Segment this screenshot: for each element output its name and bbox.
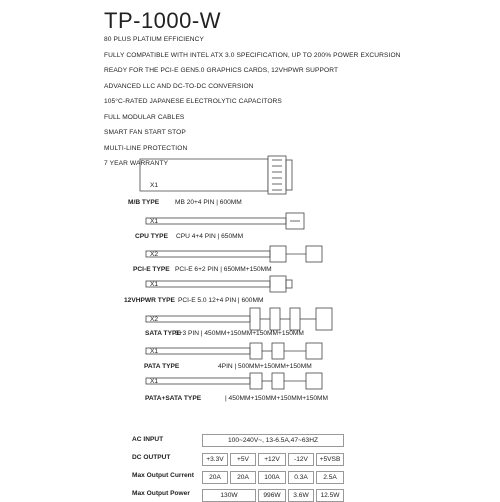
pata-cable-drawing <box>146 343 322 359</box>
spec-cell: 20A <box>230 471 256 484</box>
cable-type: PATA TYPE <box>144 363 180 370</box>
spec-cell: +12V <box>258 453 286 466</box>
sata-cable-drawing <box>146 308 332 330</box>
cpu-cable-drawing <box>146 213 304 229</box>
spec-label: Max Output Current <box>132 472 194 479</box>
cable-type: PCI-E TYPE <box>133 266 170 273</box>
cable-qty: X1 <box>150 182 159 189</box>
cable-spec: MB 20+4 PIN | 600MM <box>175 199 242 206</box>
feature-item: SMART FAN START STOP <box>104 129 186 136</box>
pata-sata-cable-drawing <box>146 373 322 389</box>
feature-item: MULTI-LINE PROTECTION <box>104 144 188 152</box>
feature-item: 7 YEAR WARRANTY <box>104 160 169 167</box>
spec-cell: 12.5W <box>316 489 344 502</box>
cable-qty: X1 <box>150 281 159 288</box>
cable-type: SATA TYPE <box>145 330 181 337</box>
spec-cell: +3.3V <box>202 453 228 466</box>
cable-qty: X1 <box>150 348 159 355</box>
product-title: TP-1000-W <box>104 8 221 33</box>
spec-label: DC OUTPUT <box>132 454 171 461</box>
spec-label: AC INPUT <box>132 436 164 443</box>
spec-cell: -12V <box>288 453 314 466</box>
spec-label: Max Output Power <box>132 490 190 497</box>
spec-cell: 100~240V~, 13-6.5A,47~63HZ <box>202 434 344 447</box>
spec-cell: 20A <box>202 471 228 484</box>
cable-spec: PCI-E 6+2 PIN | 650MM+150MM <box>175 266 272 273</box>
mb-cable-drawing <box>140 156 292 194</box>
cable-type: M/B TYPE <box>128 199 160 206</box>
cable-spec: CPU 4+4 PIN | 650MM <box>176 233 244 240</box>
cable-spec: PCI-E 5.0 12+4 PIN | 600MM <box>178 297 264 304</box>
cable-qty: X2 <box>150 316 159 323</box>
feature-item: ADVANCED LLC AND DC-TO-DC CONVERSION <box>104 82 254 90</box>
spec-cell: 130W <box>202 489 256 502</box>
cable-spec: 3+3 PIN | 450MM+150MM+150MM+150MM <box>175 330 304 337</box>
cable-spec: | 450MM+150MM+150MM+150MM <box>225 395 329 402</box>
spec-cell: 100A <box>258 471 286 484</box>
feature-item: 105°C-RATED JAPANESE ELECTROLYTIC CAPACITORS <box>104 98 282 105</box>
cable-type: PATA+SATA TYPE <box>145 395 202 402</box>
cable-diagram <box>0 150 500 425</box>
spec-cell: 3.6W <box>288 489 314 502</box>
spec-cell: 2.5A <box>316 471 344 484</box>
feature-item: FULL MODULAR CABLES <box>104 113 185 121</box>
feature-item: READY FOR THE PCI-E GEN5.0 GRAPHICS CARDS, 12VHPWR SUPPORT <box>104 67 339 74</box>
cable-qty: X1 <box>150 378 159 385</box>
cable-spec: 4PIN | 500MM+150MM+150MM <box>218 363 312 370</box>
spec-cell: +5V <box>230 453 256 466</box>
cable-type: CPU TYPE <box>135 233 168 240</box>
pcie-cable-drawing <box>146 246 322 262</box>
cable-qty: X1 <box>150 218 159 225</box>
spec-cell: +5VSB <box>316 453 344 466</box>
cable-qty: X2 <box>150 251 159 258</box>
cable-type: 12VHPWR TYPE <box>124 297 175 304</box>
feature-item: 80 PLUS PLATIUM EFFICIENCY <box>104 36 204 43</box>
12vhpwr-cable-drawing <box>146 276 292 292</box>
spec-cell: 996W <box>258 489 286 502</box>
feature-item: FULLY COMPATIBLE WITH INTEL ATX 3.0 SPECIFICATION, UP TO 200% POWER EXCURSION <box>104 51 401 59</box>
spec-cell: 0.3A <box>288 471 314 484</box>
